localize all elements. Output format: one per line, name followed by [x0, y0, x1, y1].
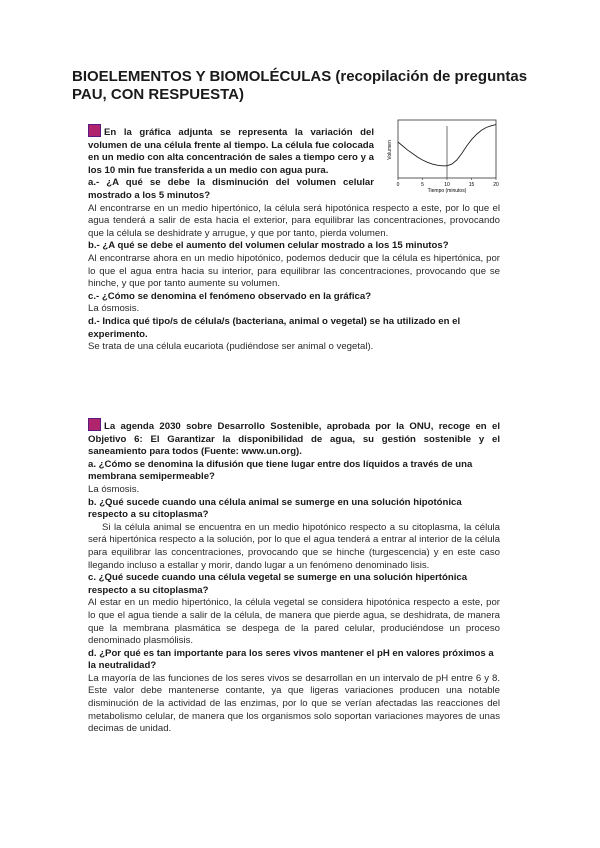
- x-tick-label: 20: [493, 182, 499, 188]
- x-tick-label: 5: [421, 182, 424, 188]
- q2-d-answer: La mayoría de las funciones de los seres vivos se desarrollan en un intervalo de pH entre 6 y 8. Este valor debe mantenerse contante, ya que ligeras variaciones producen una notable disminución de la actividad de las enzimas, por lo que se verían afectadas las reacciones del metabolismo celular, de manera que los organismos solo soportan variaciones mayores de unas decimas de unidad.: [88, 672, 500, 735]
- question-marker-icon: [88, 418, 101, 431]
- q2-a-question: a. ¿Cómo se denomina la difusión que tiene lugar entre dos líquidos a través de una membrana semipermeable?: [88, 458, 473, 483]
- x-tick-label: 15: [468, 182, 475, 188]
- question-2-intro: La agenda 2030 sobre Desarrollo Sostenible, aprobada por la ONU, recoge en el Objetivo 6: El Garantizar la disponibilidad de agua, su gestión sostenible y el saneamiento para todos (Fuente: www.un.org).: [88, 418, 500, 459]
- question-1-intro: En la gráfica adjunta se representa la variación del volumen de una célula frente al tiempo. La célula fue colocada en un medio con alta concentración de sales a tiempo cero y a los 10 min fue transferida a un medio con agua pura.: [88, 124, 374, 177]
- question-2: [88, 418, 500, 736]
- question-marker-icon: [88, 124, 101, 137]
- q1-c-question: c.- ¿Cómo se denomina el fenómeno observado en la gráfica?: [88, 290, 372, 302]
- q2-c-answer: Al estar en un medio hipertónico, la célula vegetal se considera hipotónica respecto a este, por lo que el agua tiende a salir de la célula, de manera que pierde agua, se deshidrata, de manera que la membrana plasmática se despega de la pared celular, produciéndose un proceso denominado plasmólisis.: [88, 597, 500, 647]
- q1-c-answer: La ósmosis.: [88, 303, 140, 315]
- q1-d-question: d.- Indica qué tipo/s de célula/s (bacteriana, animal o vegetal) se ha utilizado en el experimento.: [88, 315, 461, 340]
- q2-b-question: b. ¿Qué sucede cuando una célula animal se sumerge en una solución hipotónica respecto a su citoplasma?: [88, 496, 462, 521]
- q1-b-answer: Al encontrarse ahora en un medio hipotónico, podemos deducir que la célula es hipertónica, por lo que el agua entra hacia su interior, para equilibrar las concentraciones, provocando que se hinche, y que por tanto aumente su volumen.: [88, 252, 500, 290]
- volume-time-chart: [386, 118, 500, 194]
- q1-b-question: b.- ¿A qué se debe el aumento del volumen celular mostrado a los 15 minutos?: [88, 240, 449, 252]
- x-tick-label: 0: [396, 182, 400, 188]
- chart-ylabel: Volumen: [387, 140, 393, 160]
- chart-svg: [386, 118, 500, 194]
- q2-d-question: d. ¿Por qué es tan importante para los seres vivos mantener el pH en valores próximos a la neutralidad?: [88, 647, 494, 672]
- q2-b-answer: Si la célula animal se encuentra en un medio hipotónico respecto a su citoplasma, la célula será hipertónica respecto a la solución, por lo que el agua tenderá a entrar al interior de la célula para equilibrar las concentraciones, provocando que se hinche (turgescencia) y en este caso llegando incluso a estallar y morir, dando lugar a un fenómeno denominado lisis.: [88, 521, 500, 571]
- q1-a-question: a.- ¿A qué se debe la disminución del volumen celular mostrado a los 5 minutos?: [88, 177, 374, 201]
- q1-a-answer: Al encontrarse en un medio hipertónico, la célula será hipotónica respecto a este, por lo que el agua tenderá a salir de esta hacia el exterior, para equilibrar las concentraciones, provocando que la célula se deshidrate y arrugue, y que por tanto, pierda volumen.: [88, 202, 500, 239]
- x-tick-label: 10: [444, 182, 450, 188]
- q2-c-question: c. ¿Qué sucede cuando una célula vegetal se sumerge en una solución hipertónica respecto a su citoplasma?: [88, 572, 468, 596]
- chart-xlabel: Tiempo (minutos): [427, 188, 467, 194]
- page-title: BIOELEMENTOS Y BIOMOLÉCULAS (recopilación de preguntas PAU, CON RESPUESTA): [72, 68, 528, 103]
- q1-d-answer: Se trata de una célula eucariota (pudiéndose ser animal o vegetal).: [88, 341, 374, 353]
- q2-a-answer: La ósmosis.: [88, 483, 140, 495]
